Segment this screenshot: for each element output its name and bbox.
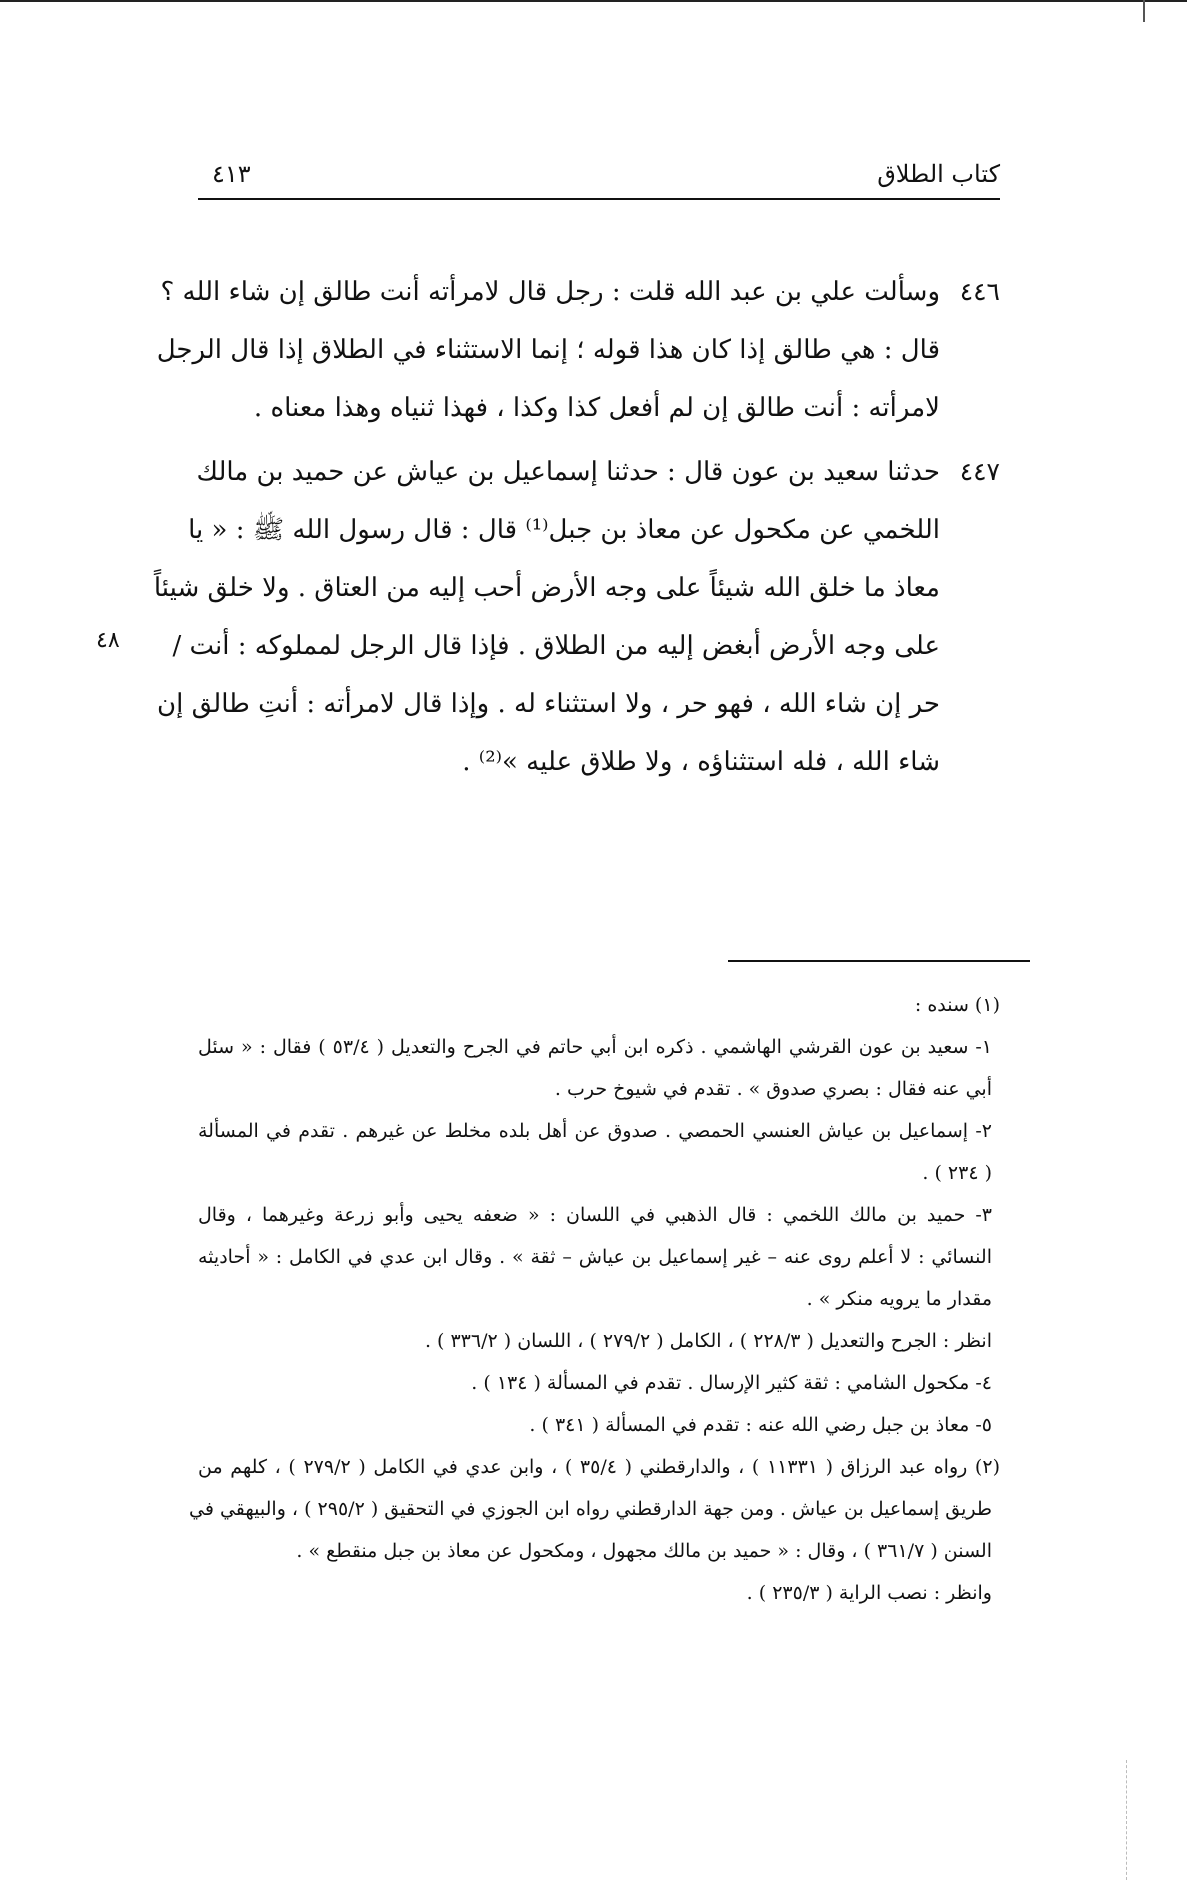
text-line: حر إن شاء الله ، فهو حر ، ولا استثناء له . وإذا قال لامرأته : أنتِ طالق إن bbox=[157, 689, 940, 719]
text-line: على وجه الأرض أبغض إليه من الطلاق . فإذا قال الرجل لمملوكه : أنت / bbox=[172, 631, 940, 661]
entry-text bbox=[153, 443, 940, 791]
text-line: وسألت علي بن عبد الله قلت : رجل قال لامرأته أنت طالق إن شاء الله ؟ bbox=[160, 277, 940, 307]
text-line: حدثنا سعيد بن عون قال : حدثنا إسماعيل بن عياش عن حميد بن مالك bbox=[196, 457, 940, 487]
footnote-line: انظر : الجرح والتعديل ( ٢٢٨/٣ ) ، الكامل ( ٢٧٩/٢ ) ، اللسان ( ٣٣٦/٢ ) . bbox=[424, 1330, 992, 1352]
footnotes bbox=[189, 984, 1000, 1614]
footnote-rule bbox=[728, 960, 1030, 962]
footnote-line: ٢- إسماعيل بن عياش العنسي الحمصي . صدوق عن أهل بلده مخلط عن غيرهم . تقدم في المسألة bbox=[198, 1120, 992, 1142]
footnote-line: (١) سنده : bbox=[914, 994, 1000, 1016]
running-title: كتاب الطلاق bbox=[877, 160, 1000, 188]
text-line: شاء الله ، فله استثناؤه ، ولا طلاق عليه »⁽²⁾ . bbox=[462, 747, 940, 777]
page-header bbox=[198, 160, 1000, 202]
scan-edge-mark bbox=[1143, 0, 1145, 22]
header-rule bbox=[198, 198, 1000, 200]
entry-446 bbox=[156, 263, 1000, 437]
entry-number: ٤٤٦ bbox=[959, 277, 1000, 306]
scan-gutter-mark bbox=[1126, 1760, 1128, 1880]
text-line: لامرأته : أنت طالق إن لم أفعل كذا وكذا ، فهذا ثنياه وهذا معناه . bbox=[253, 393, 940, 423]
footnote-line: وانظر : نصب الراية ( ٢٣٥/٣ ) . bbox=[746, 1582, 992, 1604]
footnote-line: (٢) رواه عبد الرزاق ( ١١٣٣١ ) ، والدارقطني ( ٣٥/٤ ) ، وابن عدي في الكامل ( ٢٧٩/٢ ) ، كلهم من bbox=[198, 1456, 1000, 1478]
footnote-line: ٥- معاذ بن جبل رضي الله عنه : تقدم في المسألة ( ٣٤١ ) . bbox=[529, 1414, 992, 1436]
page-top-edge bbox=[0, 0, 1187, 2]
margin-manuscript-folio: ٤٨ bbox=[96, 628, 120, 653]
text-line: اللخمي عن مكحول عن معاذ بن جبل⁽¹⁾ قال : قال رسول الله ﷺ : « يا bbox=[188, 515, 940, 545]
footnote-line: مقدار ما يرويه منكر » . bbox=[806, 1288, 992, 1310]
footnote-line: ( ٢٣٤ ) . bbox=[922, 1162, 992, 1184]
page-number: ٤١٣ bbox=[212, 160, 251, 188]
footnote-line: النسائي : لا أعلم روى عنه – غير إسماعيل بن عياش – ثقة » . وقال ابن عدي في الكامل : « أحاديثه bbox=[198, 1246, 992, 1268]
footnote-line: السنن ( ٣٦١/٧ ) ، وقال : « حميد بن مالك مجهول ، ومكحول عن معاذ بن جبل منقطع » . bbox=[296, 1540, 992, 1562]
footnote-line: طريق إسماعيل بن عياش . ومن جهة الدارقطني رواه ابن الجوزي في التحقيق ( ٢٩٥/٢ ) ، والبيهقي في bbox=[189, 1498, 992, 1520]
footnote-line: ٣- حميد بن مالك اللخمي : قال الذهبي في اللسان : « ضعفه يحيى وأبو زرعة وغيرهما ، وقال bbox=[198, 1204, 992, 1226]
footnote-line: ١- سعيد بن عون القرشي الهاشمي . ذكره ابن أبي حاتم في الجرح والتعديل ( ٥٣/٤ ) فقال : « سئل bbox=[198, 1036, 992, 1058]
text-line: معاذ ما خلق الله شيئاً على وجه الأرض أحب إليه من العتاق . ولا خلق شيئاً bbox=[153, 573, 940, 603]
entry-text bbox=[156, 263, 940, 437]
footnote-line: ٤- مكحول الشامي : ثقة كثير الإرسال . تقدم في المسألة ( ١٣٤ ) . bbox=[471, 1372, 992, 1394]
entry-447 bbox=[153, 443, 1000, 791]
entry-number: ٤٤٧ bbox=[959, 457, 1000, 486]
text-line: قال : هي طالق إذا كان هذا قوله ؛ إنما الاستثناء في الطلاق إذا قال الرجل bbox=[156, 335, 940, 365]
footnote-line: أبي عنه فقال : بصري صدوق » . تقدم في شيوخ حرب . bbox=[554, 1078, 992, 1100]
